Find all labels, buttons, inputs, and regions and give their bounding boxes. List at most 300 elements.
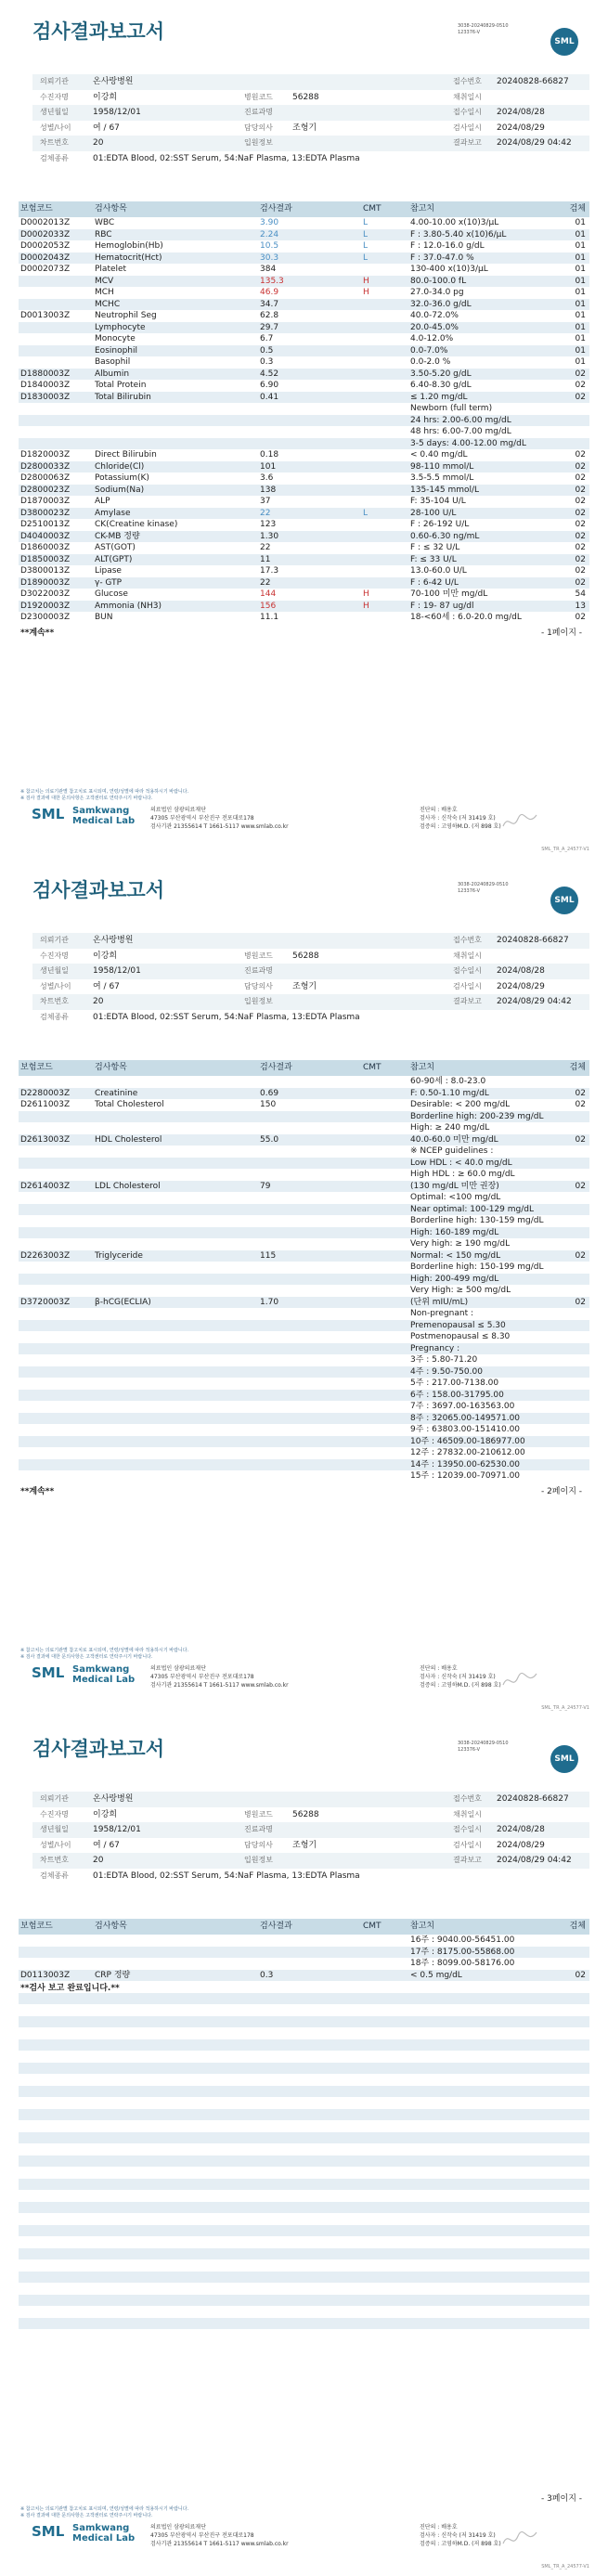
specimen-code: 13 bbox=[575, 601, 586, 611]
empty-table-row bbox=[19, 2143, 589, 2155]
table-row bbox=[19, 519, 589, 531]
empty-table-row bbox=[19, 2039, 589, 2052]
insurance-code: D3800023Z bbox=[20, 508, 71, 518]
birth-label: 생년월일 bbox=[40, 966, 69, 975]
org-contact: 검사기관 21355614 T 1661-5117 www.smlab.co.kr bbox=[150, 823, 289, 830]
collect-date-label: 채취일시 bbox=[453, 1809, 482, 1819]
col-code: 보험코드 bbox=[20, 1063, 53, 1072]
info-row bbox=[32, 994, 589, 1010]
test-name: Triglyceride bbox=[95, 1250, 143, 1261]
test-name: MCV bbox=[95, 276, 114, 286]
reference-range: 13.0-60.0 U/L bbox=[410, 566, 467, 576]
reference-range: 80.0-100.0 fL bbox=[410, 276, 467, 286]
table-row bbox=[19, 1354, 589, 1366]
test-name: β-hCG(ECLIA) bbox=[95, 1297, 151, 1307]
test-name: γ- GTP bbox=[95, 577, 123, 588]
test-result: 2.24 bbox=[260, 229, 279, 239]
table-row bbox=[19, 356, 589, 369]
table-row bbox=[19, 333, 589, 345]
reference-range: 10주 : 46509.00-186977.00 bbox=[410, 1436, 525, 1446]
report-title: 검사결과보고서 bbox=[32, 1738, 165, 1760]
test-name: Platelet bbox=[95, 265, 127, 274]
test-date-value: 2024/08/29 bbox=[497, 123, 545, 133]
sign-name-3: 고영하M.D. (저 898 호) bbox=[441, 2541, 501, 2547]
table-row bbox=[19, 565, 589, 577]
table-row bbox=[19, 1099, 589, 1111]
table-row bbox=[19, 299, 589, 311]
reference-range: 0.60-6.30 ng/mL bbox=[410, 531, 480, 541]
insurance-code: D3720003Z bbox=[20, 1297, 71, 1307]
test-name: Creatinine bbox=[95, 1088, 138, 1098]
signature-scribble bbox=[501, 1668, 538, 1692]
sign-label-1: 진단의 : bbox=[420, 1665, 442, 1672]
insurance-code: D1830003Z bbox=[20, 392, 71, 402]
reference-range: 5주 : 217.00-7138.00 bbox=[410, 1379, 499, 1388]
sign-label-1: 진단의 : bbox=[420, 2524, 442, 2531]
specimen-code: 02 bbox=[575, 520, 586, 529]
empty-table-row bbox=[19, 2097, 589, 2109]
test-result: 22 bbox=[260, 543, 271, 552]
insurance-code: D0013003Z bbox=[20, 311, 71, 320]
chart-no-label: 차트번호 bbox=[40, 138, 69, 147]
sexage-label: 성별/나이 bbox=[40, 981, 71, 990]
reference-range: 12주 : 27832.00-210612.00 bbox=[410, 1448, 525, 1457]
insurance-code: D1820003Z bbox=[20, 450, 71, 460]
accept-date-value: 2024/08/28 bbox=[497, 1825, 545, 1834]
empty-table-row bbox=[19, 2236, 589, 2248]
specimen-code: 02 bbox=[575, 1970, 586, 1980]
footer-logo: SML bbox=[32, 2523, 65, 2540]
end-mark: **계속** bbox=[20, 1486, 55, 1496]
insurance-code: D2280003Z bbox=[20, 1088, 71, 1098]
insurance-code: D3800013Z bbox=[20, 566, 71, 576]
sign-name-1: 배용호 bbox=[441, 807, 458, 813]
reference-range: Very High: ≥ 500 mg/dL bbox=[410, 1286, 511, 1295]
reference-range: 70-100 미만 mg/dL bbox=[410, 589, 488, 599]
reference-range: Borderline high: 150-199 mg/dL bbox=[410, 1262, 544, 1272]
patient-label: 수진자명 bbox=[40, 951, 69, 960]
specimen-code: 01 bbox=[575, 218, 586, 227]
accept-date-label: 접수일시 bbox=[453, 966, 482, 975]
reference-range: 60-90세 : 8.0-23.0 bbox=[410, 1077, 486, 1086]
test-name: MCH bbox=[95, 288, 114, 297]
ward-label: 입원정보 bbox=[244, 1856, 273, 1864]
test-result: 0.18 bbox=[260, 450, 279, 460]
company-address bbox=[150, 806, 289, 831]
reference-range: 17주 : 8175.00-55868.00 bbox=[410, 1947, 515, 1957]
org-name: 의료법인 삼광의료재단 bbox=[150, 2524, 206, 2531]
end-mark: **계속** bbox=[20, 628, 55, 638]
test-result: 22 bbox=[260, 508, 271, 518]
org-contact: 검사기관 21355614 T 1661-5117 www.smlab.co.kr bbox=[150, 2541, 289, 2547]
insurance-code: D0002013Z bbox=[20, 218, 71, 227]
signature-scribble bbox=[501, 809, 538, 834]
reference-range: Optimal: <100 mg/dL bbox=[410, 1193, 501, 1202]
hospital-value: 온사랑병원 bbox=[93, 77, 134, 86]
accept-no-value: 20240828-66827 bbox=[497, 77, 569, 86]
org-address: 47305 부산광역시 부산진구 전포대로178 bbox=[150, 2532, 254, 2539]
col-ref: 참고치 bbox=[410, 1063, 435, 1072]
report-title: 검사결과보고서 bbox=[32, 20, 165, 43]
insurance-code: D1850003Z bbox=[20, 554, 71, 564]
patient-info bbox=[32, 1792, 589, 1883]
test-result: 1.70 bbox=[260, 1297, 279, 1307]
chart-no-label: 차트번호 bbox=[40, 997, 69, 1005]
test-result: 384 bbox=[260, 265, 277, 274]
table-row bbox=[19, 229, 589, 241]
specimen-code: 02 bbox=[575, 450, 586, 460]
reference-range: ≤ 1.20 mg/dL bbox=[410, 392, 468, 402]
company-address bbox=[150, 2523, 289, 2548]
table-row bbox=[19, 1320, 589, 1332]
empty-table-row bbox=[19, 2016, 589, 2028]
reference-range: 3주 : 5.80-71.20 bbox=[410, 1355, 478, 1365]
table-row bbox=[19, 472, 589, 485]
reference-range: Borderline high: 130-159 mg/dL bbox=[410, 1216, 544, 1225]
table-row bbox=[19, 1111, 589, 1123]
doctor-label: 담당의사 bbox=[244, 981, 273, 990]
patient-value: 이강희 bbox=[93, 951, 118, 961]
insurance-code: D0002043Z bbox=[20, 252, 71, 263]
insurance-code: D1870003Z bbox=[20, 497, 71, 506]
dept-label: 진료과명 bbox=[244, 108, 273, 116]
reference-range: 98-110 mmol/L bbox=[410, 461, 474, 472]
table-row bbox=[19, 252, 589, 265]
report-title: 검사결과보고서 bbox=[32, 879, 165, 901]
reference-range: 8주 : 32065.00-149571.00 bbox=[410, 1413, 521, 1423]
specimen-code: 01 bbox=[575, 311, 586, 320]
table-row bbox=[19, 1146, 589, 1158]
sign-label-2: 검사자 : bbox=[420, 1674, 442, 1680]
col-name: 검사항목 bbox=[95, 1063, 127, 1072]
specimen-code: 02 bbox=[575, 1134, 586, 1145]
signatures bbox=[420, 1664, 501, 1689]
insurance-code: D0113003Z bbox=[20, 1970, 71, 1980]
reference-range: F : 6-42 U/L bbox=[410, 577, 459, 588]
table-row bbox=[19, 542, 589, 554]
reference-range: 9주 : 63803.00-151410.00 bbox=[410, 1425, 521, 1434]
accept-date-value: 2024/08/28 bbox=[497, 108, 545, 117]
document-code: 3038-20240829-0510 123376-V bbox=[458, 882, 509, 894]
test-name: RBC bbox=[95, 229, 112, 239]
hospital-code-label: 병원코드 bbox=[244, 951, 273, 960]
table-row bbox=[19, 438, 589, 450]
empty-table-row bbox=[19, 2306, 589, 2318]
empty-table-row bbox=[19, 1993, 589, 2005]
table-row bbox=[19, 1076, 589, 1088]
test-name: Ammonia (NH3) bbox=[95, 601, 162, 611]
org-address: 47305 부산광역시 부산진구 전포대로178 bbox=[150, 1674, 254, 1680]
info-row bbox=[32, 151, 589, 167]
reference-range: 16주 : 9040.00-56451.00 bbox=[410, 1935, 515, 1945]
reference-range: 4.00-10.00 x(10)3/μL bbox=[410, 218, 499, 227]
col-ref: 참고치 bbox=[410, 1922, 435, 1931]
birth-value: 1958/12/01 bbox=[93, 966, 141, 976]
footer-logo: SML bbox=[32, 806, 65, 822]
accept-no-label: 접수번호 bbox=[453, 936, 482, 944]
table-row bbox=[19, 403, 589, 415]
page-number: - 3페이지 - bbox=[540, 2494, 582, 2504]
cmt-flag: H bbox=[363, 276, 369, 286]
specimen-code: 02 bbox=[575, 473, 586, 483]
col-result: 검사결과 bbox=[260, 1063, 292, 1072]
table-row bbox=[19, 589, 589, 601]
reference-range: High: 200-499 mg/dL bbox=[410, 1274, 499, 1284]
insurance-code: D1880003Z bbox=[20, 369, 71, 379]
test-name: Direct Bilirubin bbox=[95, 450, 157, 460]
result-date-value: 2024/08/29 04:42 bbox=[497, 1856, 572, 1865]
test-result: 156 bbox=[260, 601, 277, 611]
results-table-body bbox=[19, 1076, 589, 1482]
table-row bbox=[19, 1308, 589, 1320]
test-name: MCHC bbox=[95, 299, 121, 309]
col-name: 검사항목 bbox=[95, 204, 127, 214]
ward-label: 입원정보 bbox=[244, 997, 273, 1005]
test-result: 135.3 bbox=[260, 276, 284, 286]
insurance-code: D4040003Z bbox=[20, 531, 71, 541]
table-row bbox=[19, 369, 589, 381]
specimen-code: 02 bbox=[575, 1181, 586, 1191]
sign-label-2: 검사자 : bbox=[420, 815, 442, 822]
insurance-code: D2300003Z bbox=[20, 613, 71, 622]
test-name: WBC bbox=[95, 218, 115, 227]
info-row bbox=[32, 964, 589, 979]
reference-range: 3.50-5.20 g/dL bbox=[410, 369, 472, 379]
specimen-code: 01 bbox=[575, 357, 586, 367]
test-name: Hemoglobin(Hb) bbox=[95, 241, 163, 251]
table-row bbox=[19, 1192, 589, 1204]
accept-no-label: 접수번호 bbox=[453, 77, 482, 85]
table-row bbox=[19, 426, 589, 438]
test-date-label: 검사일시 bbox=[453, 1840, 482, 1849]
reference-range: (단위 mIU/mL) bbox=[410, 1297, 469, 1307]
table-row bbox=[19, 577, 589, 589]
empty-table-row bbox=[19, 2202, 589, 2214]
test-name: ALP bbox=[95, 497, 110, 506]
test-result: 6.90 bbox=[260, 381, 279, 390]
specimen-code: 01 bbox=[575, 288, 586, 297]
table-row bbox=[19, 1390, 589, 1402]
specimen-code: 01 bbox=[575, 345, 586, 356]
result-date-label: 결과보고 bbox=[453, 1856, 482, 1864]
doctor-value: 조형기 bbox=[292, 981, 317, 991]
hospital-value: 온사랑병원 bbox=[93, 936, 134, 945]
sign-name-3: 고영하M.D. (저 898 호) bbox=[441, 823, 501, 830]
org-name: 의료법인 삼광의료재단 bbox=[150, 1665, 206, 1672]
test-result: 62.8 bbox=[260, 311, 279, 320]
company-address bbox=[150, 1664, 289, 1689]
signatures bbox=[420, 806, 501, 831]
test-result: 0.5 bbox=[260, 345, 274, 356]
table-row bbox=[19, 1366, 589, 1379]
cmt-flag: L bbox=[363, 229, 369, 239]
specimen-code: 01 bbox=[575, 229, 586, 239]
reference-range: 40.0-60.0 미만 mg/dL bbox=[410, 1134, 498, 1145]
table-row bbox=[19, 1470, 589, 1482]
test-date-value: 2024/08/29 bbox=[497, 1840, 545, 1850]
cmt-flag: L bbox=[363, 252, 369, 263]
empty-table-row bbox=[19, 2283, 589, 2295]
insurance-code: D1860003Z bbox=[20, 543, 71, 552]
signature-scribble bbox=[501, 2527, 538, 2551]
test-name: LDL Cholesterol bbox=[95, 1181, 161, 1191]
sign-label-3: 검증의 : bbox=[420, 1682, 442, 1689]
empty-table-row bbox=[19, 2259, 589, 2272]
test-result: 29.7 bbox=[260, 322, 279, 332]
info-row bbox=[32, 1838, 589, 1854]
table-row bbox=[19, 287, 589, 299]
specimen-code: 01 bbox=[575, 276, 586, 286]
table-row bbox=[19, 276, 589, 288]
reference-range: 0.0-2.0 % bbox=[410, 357, 451, 367]
reference-range: Pregnancy : bbox=[410, 1343, 460, 1353]
empty-table-row bbox=[19, 2190, 589, 2202]
info-row bbox=[32, 1792, 589, 1807]
insurance-code: D2614003Z bbox=[20, 1181, 71, 1191]
test-name: Glucose bbox=[95, 589, 128, 599]
test-result: 115 bbox=[260, 1250, 277, 1261]
test-name: Potassium(K) bbox=[95, 473, 149, 483]
info-row bbox=[32, 121, 589, 136]
insurance-code: D2800033Z bbox=[20, 461, 71, 472]
sexage-value: 여 / 67 bbox=[93, 981, 120, 991]
specimen-code: 02 bbox=[575, 369, 586, 379]
info-row bbox=[32, 933, 589, 949]
chart-no-value: 20 bbox=[93, 138, 104, 148]
footer-logo: SML bbox=[32, 1664, 65, 1681]
reference-range: F : 19- 87 ug/dl bbox=[410, 601, 474, 611]
reference-range: F: 0.50-1.10 mg/dL bbox=[410, 1088, 489, 1098]
reference-range: Borderline high: 200-239 mg/dL bbox=[410, 1111, 544, 1121]
table-row bbox=[19, 1401, 589, 1413]
insurance-code: D1890003Z bbox=[20, 577, 71, 588]
table-row bbox=[19, 217, 589, 229]
sign-label-3: 검증의 : bbox=[420, 2541, 442, 2547]
reference-range: 14주 : 13950.00-62530.00 bbox=[410, 1459, 521, 1469]
empty-table-row bbox=[19, 2051, 589, 2063]
reference-range: Low HDL : < 40.0 mg/dL bbox=[410, 1158, 512, 1168]
reference-range: Newborn (full term) bbox=[410, 404, 493, 413]
reference-range: 20.0-45.0% bbox=[410, 322, 459, 332]
birth-label: 생년월일 bbox=[40, 108, 69, 116]
reference-range: F : 26-192 U/L bbox=[410, 520, 470, 529]
test-date-label: 검사일시 bbox=[453, 123, 482, 132]
cmt-flag: H bbox=[363, 601, 369, 611]
col-spec: 검체 bbox=[569, 1922, 586, 1931]
test-name: Chloride(Cl) bbox=[95, 461, 145, 472]
insurance-code: D2263003Z bbox=[20, 1250, 71, 1261]
table-row bbox=[19, 1970, 589, 1982]
test-result: 17.3 bbox=[260, 566, 279, 576]
patient-value: 이강희 bbox=[93, 92, 118, 102]
reference-range: 32.0-36.0 g/dL bbox=[410, 299, 472, 309]
sign-label-3: 검증의 : bbox=[420, 823, 442, 830]
test-result: 0.3 bbox=[260, 357, 274, 367]
reference-range: < 0.40 mg/dL bbox=[410, 450, 468, 460]
specimen-code: 02 bbox=[575, 1100, 586, 1109]
info-row bbox=[32, 74, 589, 90]
reference-range: Near optimal: 100-129 mg/dL bbox=[410, 1204, 534, 1214]
reference-range: F: ≤ 33 U/L bbox=[410, 554, 457, 564]
table-row bbox=[19, 612, 589, 624]
reference-range: 6.40-8.30 g/dL bbox=[410, 381, 472, 390]
document-code: 3038-20240829-0510 123376-V bbox=[458, 23, 509, 35]
empty-table-row bbox=[19, 2179, 589, 2191]
footer bbox=[19, 804, 589, 845]
table-row bbox=[19, 1447, 589, 1459]
specimen-value: 01:EDTA Blood, 02:SST Serum, 54:NaF Plasma, 13:EDTA Plasma bbox=[93, 1012, 360, 1022]
col-code: 보험코드 bbox=[20, 204, 53, 214]
reference-range: F : ≤ 32 U/L bbox=[410, 543, 460, 552]
sexage-value: 여 / 67 bbox=[93, 1840, 120, 1850]
reference-range: 135-145 mmol/L bbox=[410, 485, 480, 495]
table-row bbox=[19, 1169, 589, 1181]
org-name: 의료법인 삼광의료재단 bbox=[150, 807, 206, 813]
test-result: 11.1 bbox=[260, 613, 279, 622]
reference-range: < 0.5 mg/dL bbox=[410, 1970, 462, 1980]
test-result: 22 bbox=[260, 577, 271, 588]
test-result: 55.0 bbox=[260, 1134, 279, 1145]
cmt-flag: H bbox=[363, 589, 369, 599]
table-row bbox=[19, 380, 589, 392]
reference-range: 3.5-5.5 mmol/L bbox=[410, 473, 474, 483]
test-name: Total Protein bbox=[95, 381, 147, 390]
patient-info bbox=[32, 933, 589, 1025]
accept-no-value: 20240828-66827 bbox=[497, 1794, 569, 1804]
empty-table-row bbox=[19, 2155, 589, 2168]
table-row bbox=[19, 1424, 589, 1436]
table-row bbox=[19, 1297, 589, 1309]
cmt-flag: L bbox=[363, 508, 369, 518]
specimen-code: 02 bbox=[575, 613, 586, 622]
test-name: HDL Cholesterol bbox=[95, 1134, 162, 1145]
report-page bbox=[0, 859, 608, 1717]
reference-range: 0.0-7.0% bbox=[410, 345, 448, 356]
reference-range: 40.0-72.0% bbox=[410, 311, 459, 320]
test-result: 30.3 bbox=[260, 252, 279, 263]
reference-range: F : 12.0-16.0 g/dL bbox=[410, 241, 485, 251]
empty-table-row bbox=[19, 2248, 589, 2260]
insurance-code: D2800063Z bbox=[20, 473, 71, 483]
test-result: 0.3 bbox=[260, 1970, 274, 1980]
reference-range: Postmenopausal ≤ 8.30 bbox=[410, 1332, 511, 1341]
specimen-code: 02 bbox=[575, 554, 586, 564]
specimen-code: 02 bbox=[575, 1250, 586, 1261]
empty-table-row bbox=[19, 2272, 589, 2284]
test-result: 34.7 bbox=[260, 299, 279, 309]
results-table-body bbox=[19, 1935, 589, 2341]
table-row bbox=[19, 1459, 589, 1471]
specimen-value: 01:EDTA Blood, 02:SST Serum, 54:NaF Plasma, 13:EDTA Plasma bbox=[93, 153, 360, 163]
footer-notes: ※ 참고치는 의료기관별 참고치로 표시되며, 연령/성별에 따라 적용하시기 바랍니다. ※ 검사 결과에 대한 문의사항은 고객센터로 연락주시기 바랍니다. bbox=[20, 2506, 189, 2518]
table-row bbox=[19, 1274, 589, 1286]
col-ref: 참고치 bbox=[410, 204, 435, 214]
patient-label: 수진자명 bbox=[40, 92, 69, 101]
test-result: 123 bbox=[260, 520, 277, 529]
col-name: 검사항목 bbox=[95, 1922, 127, 1931]
test-result: 37 bbox=[260, 497, 271, 506]
hospital-code-label: 병원코드 bbox=[244, 92, 273, 101]
reference-range: 3-5 days: 4.00-12.00 mg/dL bbox=[410, 438, 526, 448]
info-row bbox=[32, 1807, 589, 1823]
test-name: Neutrophil Seg bbox=[95, 311, 157, 320]
empty-table-row bbox=[19, 2295, 589, 2307]
reference-range: 48 hrs: 6.00-7.00 mg/dL bbox=[410, 427, 511, 436]
test-name: Amylase bbox=[95, 508, 131, 518]
insurance-code: D0002053Z bbox=[20, 241, 71, 251]
reference-range: 130-400 x(10)3/μL bbox=[410, 265, 488, 274]
empty-table-row bbox=[19, 2213, 589, 2225]
